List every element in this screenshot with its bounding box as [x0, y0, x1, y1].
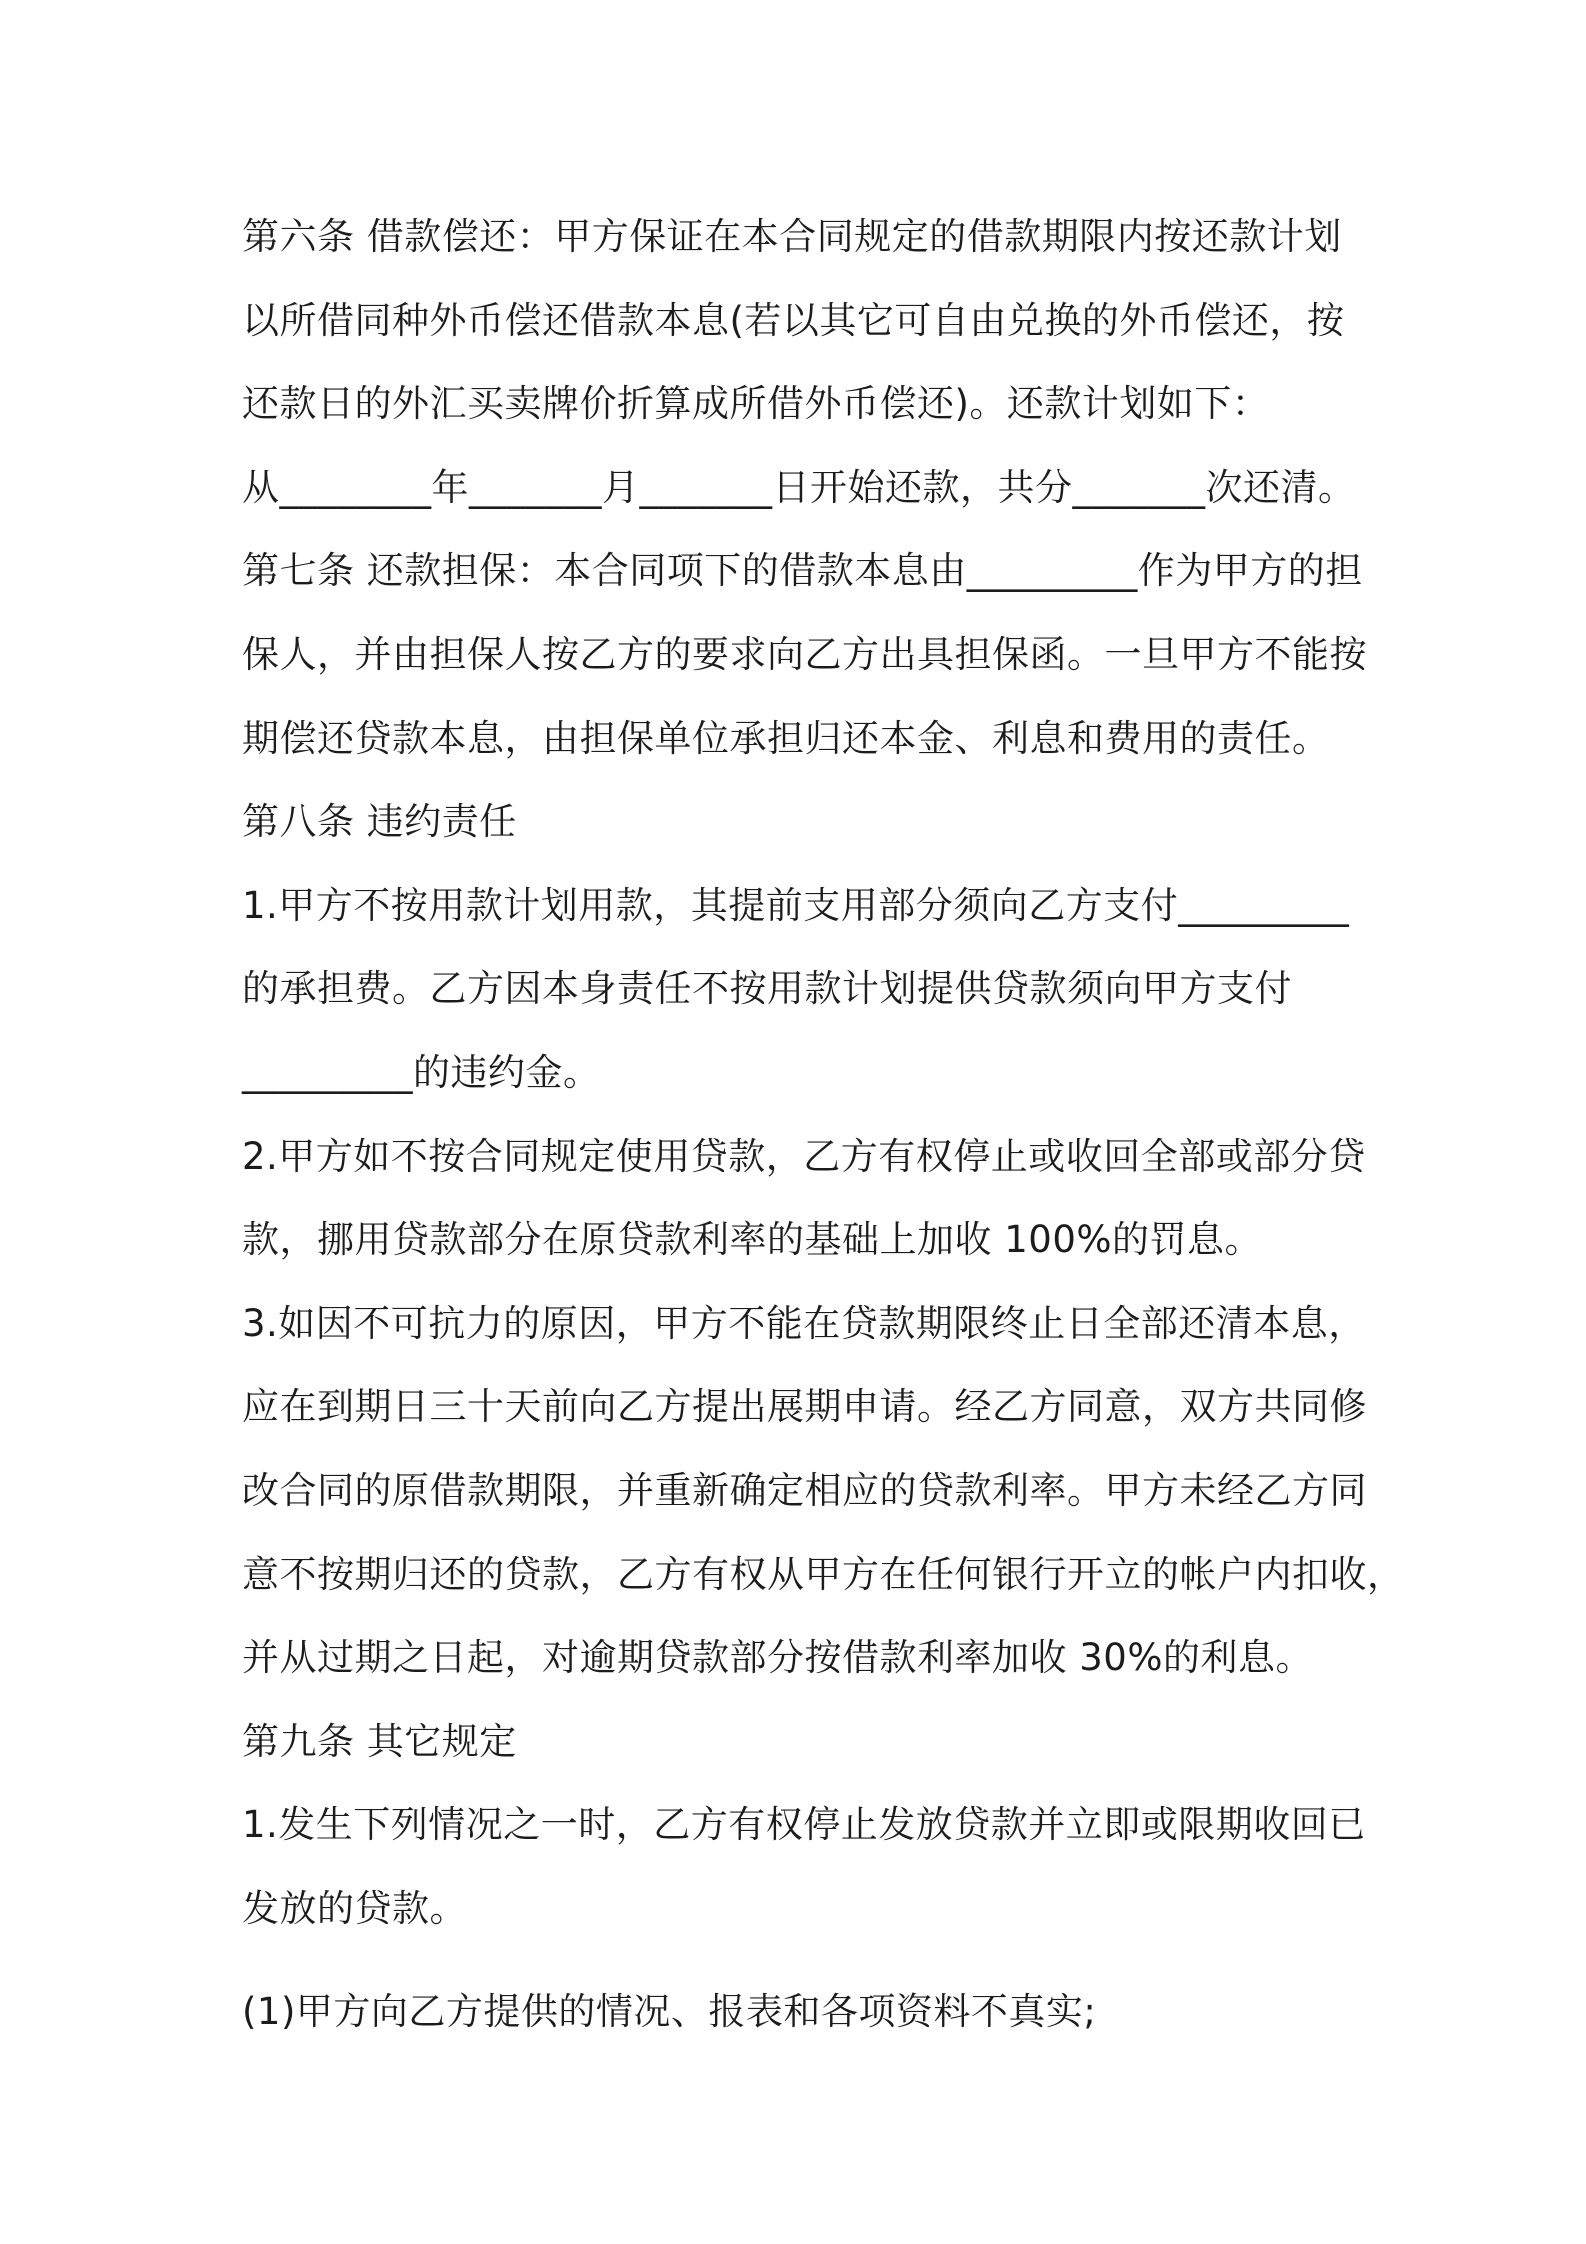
- text-line: 意不按期归还的贷款，乙方有权从甲方在任何银行开立的帐户内扣收，: [242, 1552, 1405, 1596]
- contract-text: [242, 195, 1405, 2054]
- text-line: 还款日的外汇买卖牌价折算成所借外币偿还)。还款计划如下：: [242, 382, 1270, 426]
- text-line: 保人，并由担保人按乙方的要求向乙方出具担保函。一旦甲方不能按: [242, 632, 1367, 676]
- repayment-schedule-line: 从________年_______月_______日开始还款，共分_______次还清。: [242, 465, 1356, 509]
- spacer: [242, 1950, 1382, 1970]
- article-8-heading: 第八条 违约责任: [242, 800, 517, 844]
- clause-8-3-line: 3.如因不可抗力的原因，甲方不能在贷款期限终止日全部还清本息，: [242, 1301, 1366, 1345]
- text-line: 期偿还贷款本息，由担保单位承担归还本金、利息和费用的责任。: [242, 716, 1330, 760]
- text-line: 改合同的原借款期限，并重新确定相应的贷款利率。甲方未经乙方同: [242, 1468, 1367, 1512]
- clause-9-1-item-1-line: (1)甲方向乙方提供的情况、报表和各项资料不真实;: [242, 1990, 1097, 2034]
- text-line: 应在到期日三十天前向乙方提出展期申请。经乙方同意，双方共同修: [242, 1385, 1367, 1429]
- text-line: 发放的贷款。: [242, 1886, 467, 1930]
- clause-8-1-line: 1.甲方不按用款计划用款，其提前支用部分须向乙方支付_________: [242, 883, 1350, 927]
- text-line: 以所借同种外币偿还借款本息(若以其它可自由兑换的外币偿还，按: [242, 298, 1345, 342]
- text-line: _________的违约金。: [242, 1050, 601, 1094]
- clause-9-1-line: 1.发生下列情况之一时，乙方有权停止发放贷款并立即或限期收回已: [242, 1803, 1366, 1847]
- article-9-heading: 第九条 其它规定: [242, 1719, 517, 1763]
- text-line: 并从过期之日起，对逾期贷款部分按借款利率加收 30%的利息。: [242, 1636, 1313, 1680]
- clause-8-2-line: 2.甲方如不按合同规定使用贷款，乙方有权停止或收回全部或部分贷: [242, 1134, 1366, 1178]
- text-line: 款，挪用贷款部分在原贷款利率的基础上加收 100%的罚息。: [242, 1218, 1263, 1262]
- article-6-heading-line: 第六条 借款偿还：甲方保证在本合同规定的借款期限内按还款计划: [242, 215, 1342, 258]
- text-line: 的承担费。乙方因本身责任不按用款计划提供贷款须向甲方支付: [242, 967, 1292, 1011]
- article-7-heading-line: 第七条 还款担保：本合同项下的借款本息由_________作为甲方的担: [242, 549, 1363, 593]
